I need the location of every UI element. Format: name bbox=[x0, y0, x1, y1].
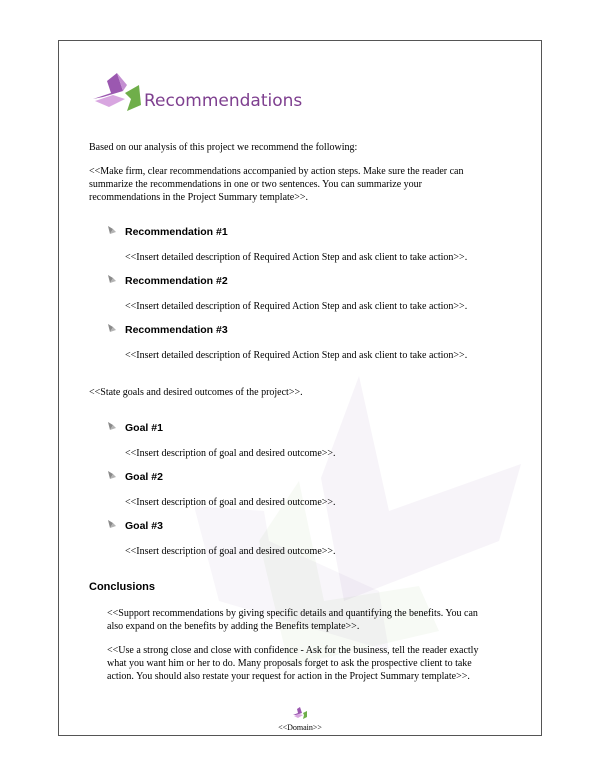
chevron-logo-icon bbox=[91, 71, 143, 113]
goal-1-description: <<Insert description of goal and desired outcome>>. bbox=[125, 448, 336, 459]
footer-logo-icon bbox=[292, 706, 308, 722]
chevron-bullet-icon bbox=[107, 323, 117, 333]
chevron-bullet-icon bbox=[107, 274, 117, 284]
goal-2-heading: Goal #2 bbox=[125, 471, 163, 483]
recommendation-1-heading: Recommendation #1 bbox=[125, 226, 228, 238]
instruction-line-2: summarize the recommendations in one or two sentences. You can summarize your bbox=[89, 179, 422, 190]
recommendation-2-description: <<Insert detailed description of Required Action Step and ask client to take action>>. bbox=[125, 301, 468, 312]
instruction-line-1: <<Make firm, clear recommendations accompanied by action steps. Make sure the reader can bbox=[89, 166, 464, 177]
recommendation-3-heading: Recommendation #3 bbox=[125, 324, 228, 336]
chevron-bullet-icon bbox=[107, 519, 117, 529]
goals-intro-text: <<State goals and desired outcomes of the project>>. bbox=[89, 387, 303, 398]
conclusion-1-line-1: <<Support recommendations by giving specific details and quantifying the benefits. You can bbox=[107, 608, 478, 619]
conclusion-2-line-1: <<Use a strong close and close with confidence - Ask for the business, tell the reader exactly bbox=[107, 645, 479, 656]
conclusion-1-line-2: also expand on the benefits by adding the Benefits template>>. bbox=[107, 621, 360, 632]
conclusion-2-line-3: action. You should also restate your request for action in the Project Summary template>>. bbox=[107, 671, 470, 682]
conclusion-2-line-2: what you want him or her to do. Many proposals forget to ask the prospective client to take bbox=[107, 658, 472, 669]
chevron-bullet-icon bbox=[107, 225, 117, 235]
page-title: Recommendations bbox=[144, 91, 303, 111]
conclusions-heading: Conclusions bbox=[89, 581, 156, 593]
chevron-bullet-icon bbox=[107, 421, 117, 431]
footer-domain: <<Domain>> bbox=[278, 723, 322, 732]
intro-text: Based on our analysis of this project we recommend the following: bbox=[89, 142, 358, 153]
goal-2-description: <<Insert description of goal and desired outcome>>. bbox=[125, 497, 336, 508]
recommendation-2-heading: Recommendation #2 bbox=[125, 275, 228, 287]
recommendation-3-description: <<Insert detailed description of Required Action Step and ask client to take action>>. bbox=[125, 350, 468, 361]
goal-3-description: <<Insert description of goal and desired outcome>>. bbox=[125, 546, 336, 557]
chevron-bullet-icon bbox=[107, 470, 117, 480]
instruction-line-3: recommendations in the Project Summary template>>. bbox=[89, 192, 309, 203]
document-page bbox=[58, 40, 542, 736]
goal-3-heading: Goal #3 bbox=[125, 520, 163, 532]
recommendation-1-description: <<Insert detailed description of Required Action Step and ask client to take action>>. bbox=[125, 252, 468, 263]
goal-1-heading: Goal #1 bbox=[125, 422, 163, 434]
